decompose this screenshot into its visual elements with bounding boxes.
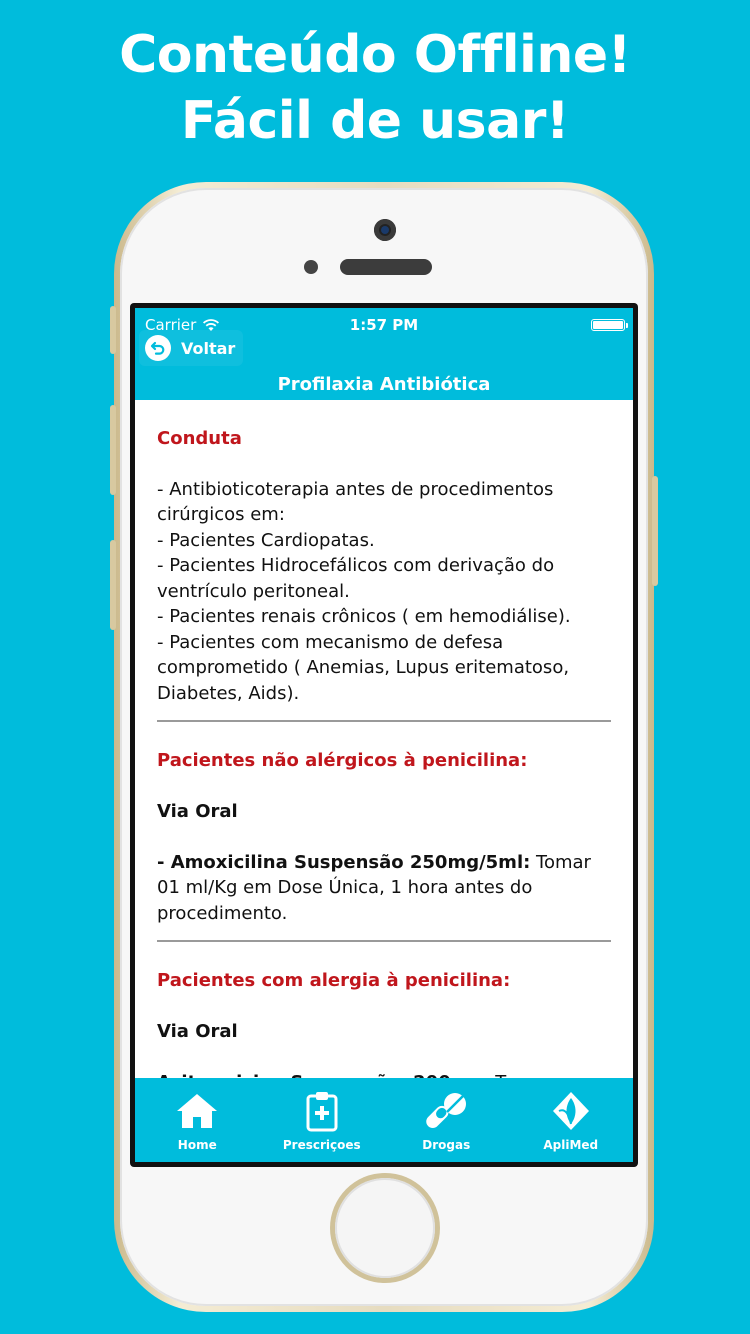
tab-home[interactable] [135, 1078, 260, 1162]
route-label: Via Oral [157, 1020, 238, 1042]
drug-name: - Amoxicilina Suspensão 250mg/5ml: [157, 851, 531, 873]
text-line: - Pacientes renais crônicos ( em hemodiálise). [157, 606, 571, 627]
back-button[interactable] [139, 330, 243, 366]
status-time: 1:57 PM [349, 316, 419, 334]
phone-power-button [652, 476, 658, 586]
article-content[interactable] [135, 400, 633, 1078]
tab-label: Prescriçoes [282, 1138, 361, 1152]
tab-drogas[interactable] [384, 1078, 509, 1162]
prescription-clipboard-icon [300, 1090, 344, 1132]
phone-volume-down-button [110, 540, 116, 630]
back-button-label: Voltar [181, 338, 236, 358]
text-line: cirúrgicos em: [157, 504, 285, 525]
home-icon [175, 1090, 219, 1132]
text-line: Diabetes, Aids). [157, 682, 300, 704]
section-non-allergic [157, 722, 611, 942]
tab-label: ApliMed [543, 1138, 599, 1152]
text-line: 01 ml/Kg em Dose Única, 1 hora antes do [157, 877, 533, 898]
section-conduta [157, 400, 611, 722]
tab-label: Home [177, 1138, 217, 1152]
section-title: Pacientes não alérgicos à penicilina: [157, 750, 528, 771]
phone-home-button[interactable] [335, 1178, 435, 1278]
section-title: Pacientes com alergia à penicilina: [157, 970, 511, 991]
text-line: - Antibioticoterapia antes de procedimentos [157, 478, 554, 500]
pills-icon [424, 1090, 468, 1132]
headline-line-1: Conteúdo Offline! [119, 25, 631, 85]
text-line: - Pacientes Hidrocefálicos com derivação do [157, 555, 555, 576]
tab-bar [135, 1078, 633, 1162]
text-line: procedimento. [157, 902, 288, 924]
text-line: - Pacientes Cardiopatas. [157, 529, 375, 551]
text-line: comprometido ( Anemias, Lupus eritematoso, [157, 657, 570, 678]
text-line: - Pacientes com mecanismo de defesa [157, 631, 504, 653]
page-title: Profilaxia Antibiótica [277, 374, 491, 395]
battery-icon [591, 319, 625, 331]
drug-line [157, 850, 611, 876]
earpiece-speaker [340, 259, 432, 275]
carrier-label: Carrier [145, 316, 197, 334]
proximity-sensor [304, 260, 318, 274]
drug-dose-text: Tomar [530, 851, 591, 873]
phone-mute-switch [110, 306, 116, 354]
text-line: ventrículo peritoneal. [157, 580, 350, 602]
navigation-bar [135, 308, 633, 400]
route-label: Via Oral [157, 800, 238, 822]
back-arrow-icon [145, 335, 171, 361]
promo-headline [0, 22, 750, 154]
tab-aplimed[interactable] [509, 1078, 634, 1162]
app-view [135, 308, 633, 1162]
front-camera [374, 219, 396, 241]
tab-label: Drogas [422, 1138, 471, 1152]
section-title: Conduta [157, 428, 242, 449]
headline-line-2: Fácil de usar! [180, 91, 570, 151]
phone-screen [130, 303, 638, 1167]
aplimed-logo-icon [549, 1090, 593, 1132]
phone-volume-up-button [110, 405, 116, 495]
tab-prescricoes[interactable] [260, 1078, 385, 1162]
